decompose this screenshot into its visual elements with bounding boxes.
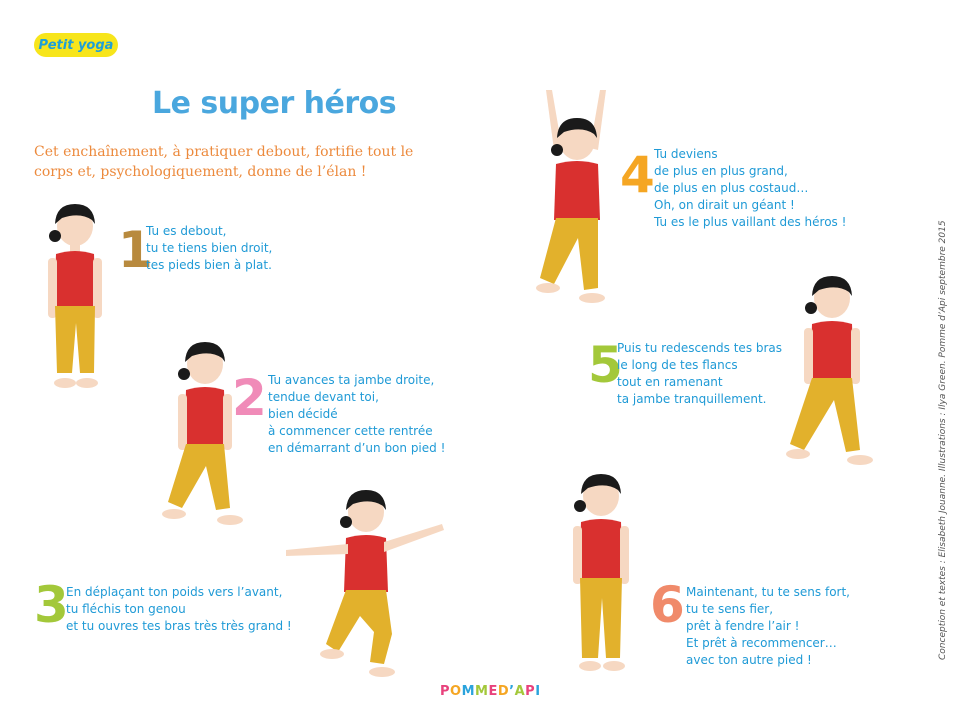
logo-letter: ’ xyxy=(509,684,515,699)
logo-letter: D xyxy=(497,684,510,699)
child-figure-standing-icon xyxy=(40,198,110,398)
step-2-number: 2 xyxy=(232,369,267,427)
logo-letter: P xyxy=(440,684,451,699)
intro-text: Cet enchaînement, à pratiquer debout, fortifie tout le corps et, psychologiquement, donne de l’élan ! xyxy=(34,144,414,180)
logo-letter: E xyxy=(488,684,498,699)
step-4-number: 4 xyxy=(620,146,655,204)
child-figure-step-forward-icon xyxy=(160,338,250,533)
logo-letter: A xyxy=(514,684,526,699)
logo-letter: O xyxy=(450,684,462,699)
step-3-text: En déplaçant ton poids vers l’avant, tu fléchis ton genou et tu ouvres tes bras très très grand ! xyxy=(66,585,292,633)
step-6-text: Maintenant, tu te sens fort, tu te sens fier, prêt à fendre l’air ! Et prêt à recommencer… avec ton autre pied ! xyxy=(686,585,850,667)
category-tag: Petit yoga xyxy=(34,33,118,57)
step-5-text: Puis tu redescends tes bras le long de tes flancs tout en ramenant ta jambe tranquillement. xyxy=(617,341,783,406)
credit-text: Conception et textes : Elisabeth Jouanne. Illustrations : Ilya Green. Pomme d’Api septembre 2015 xyxy=(938,220,948,660)
logo-letter: I xyxy=(535,684,541,699)
child-figure-arms-down-icon xyxy=(784,270,879,475)
step-5-number: 5 xyxy=(588,336,623,394)
step-6-number: 6 xyxy=(650,576,685,634)
logo-letter: M xyxy=(475,684,489,699)
step-1-text: Tu es debout, tu te tiens bien droit, tes pieds bien à plat. xyxy=(146,224,273,272)
child-figure-arms-up-icon xyxy=(532,88,622,310)
page-title: Le super héros xyxy=(152,86,397,121)
logo-letter: M xyxy=(461,684,476,699)
step-2-text: Tu avances ta jambe droite, tendue devant toi, bien décidé à commencer cette rentrée en démarrant d’un bon pied ! xyxy=(268,373,446,455)
step-3-number: 3 xyxy=(34,576,69,634)
step-1-number: 1 xyxy=(118,221,153,279)
child-figure-arms-open-icon xyxy=(282,484,447,684)
pomme-dapi-logo xyxy=(440,684,541,699)
step-4-text: Tu deviens de plus en plus grand, de plus en plus costaud… Oh, on dirait un géant ! Tu es le plus vaillant des héros ! xyxy=(654,147,847,229)
logo-letter: P xyxy=(525,684,536,699)
child-figure-proud-icon xyxy=(566,468,636,678)
